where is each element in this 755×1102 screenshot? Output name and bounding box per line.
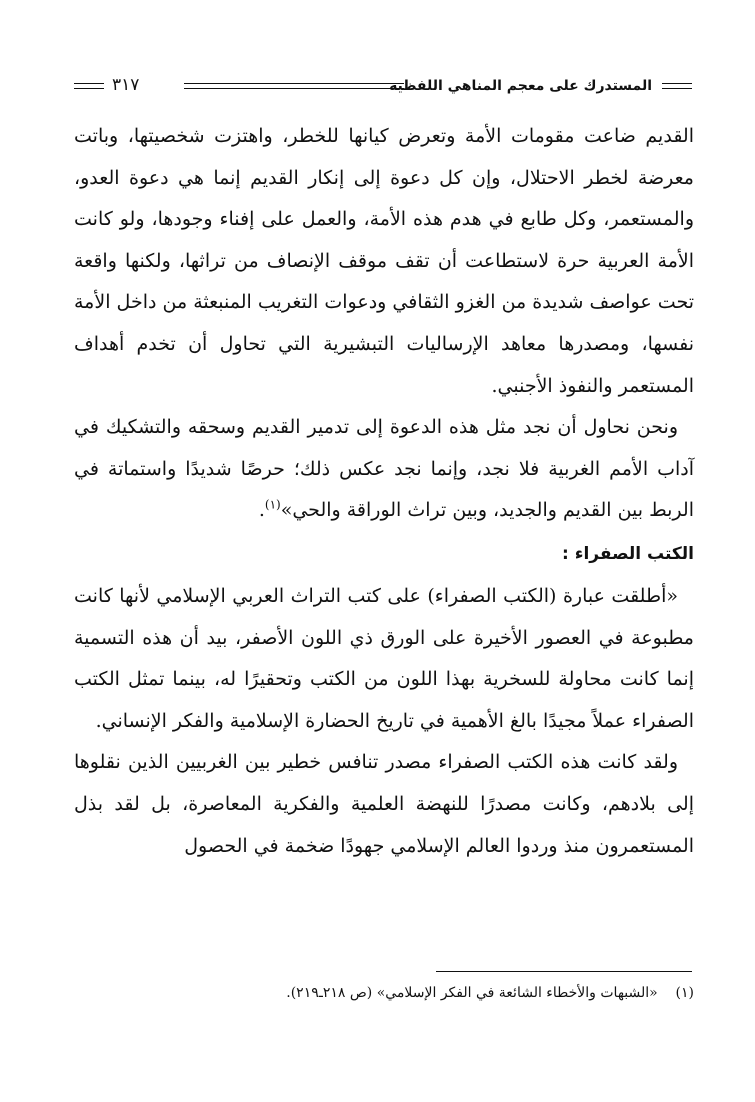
- paragraph-4: ولقد كانت هذه الكتب الصفراء مصدر تنافس خطير بين الغربيين الذين نقلوها إلى بلادهم، وكانت مصدرًا للنهضة العلمية والفكرية المعاصرة، بل لقد بذل المستعمرون منذ وردوا العالم الإسلامي جهودًا ضخمة في الحصول: [74, 751, 694, 857]
- header-rule-middle: [184, 83, 404, 89]
- paragraph-3: «أطلقت عبارة (الكتب الصفراء) على كتب التراث العربي الإسلامي لأنها كانت مطبوعة في العصور الأخيرة على الورق ذي اللون الأصفر، بيد أن هذه التسمية إنما كانت محاولة للسخرية بهذا اللون من الكتب وتحقيرًا له، بينما تمثل الكتب الصفراء عملاً مجيدًا بالغ الأهمية في تاريخ الحضارة الإسلامية والفكر الإنساني.: [74, 584, 694, 732]
- header-rule-left: [74, 83, 104, 89]
- body-text: [74, 116, 694, 867]
- paragraph-2: [74, 407, 694, 532]
- footnote-text: «الشبهات والأخطاء الشائعة في الفكر الإسلامي» (ص ٢١٨ـ٢١٩).: [286, 985, 658, 1001]
- paragraph-2-text: ونحن نحاول أن نجد مثل هذه الدعوة إلى تدمير القديم وسحقه والتشكيك في آداب الأمم الغربية فلا نجد، وإنما نجد عكس ذلك؛ حرصًا شديدًا واستماتة في الربط بين القديم والجديد، وبين تراث الوراقة والحي»: [74, 416, 694, 522]
- paragraph-1: القديم ضاعت مقومات الأمة وتعرض كيانها للخطر، واهتزت شخصيتها، وباتت معرضة لخطر الاحتلال، وإن كل دعوة إلى إنكار القديم إنما هي دعوة العدو، والمستعمر، وكل طابع في هدم هذه الأمة، والعمل على إفناء وجودها، ولو كانت الأمة العربية حرة لاستطاعت أن تقف موقف الإنصاف من تراثها، ولكنها واقعة تحت عواصف شديدة من الغزو الثقافي ودعوات التغريب المنبعثة من داخل الأمة نفسها، ومصدرها معاهد الإرساليات التبشيرية التي تحاول أن تخدم أهداف المستعمر والنفوذ الأجنبي.: [74, 125, 694, 397]
- running-title: المستدرك على معجم المناهي اللفظية: [389, 78, 652, 94]
- footnote-rule: [436, 971, 692, 972]
- header-rule-right: [662, 83, 692, 89]
- page-number: ٣١٧: [112, 75, 140, 95]
- footnote: [74, 982, 694, 1004]
- footnote-ref[interactable]: (١): [264, 498, 281, 513]
- page-header: [74, 74, 692, 104]
- footnote-number: (١): [675, 985, 694, 1001]
- section-heading: الكتب الصفراء :: [562, 543, 694, 564]
- paragraph-2-end: .: [258, 499, 265, 522]
